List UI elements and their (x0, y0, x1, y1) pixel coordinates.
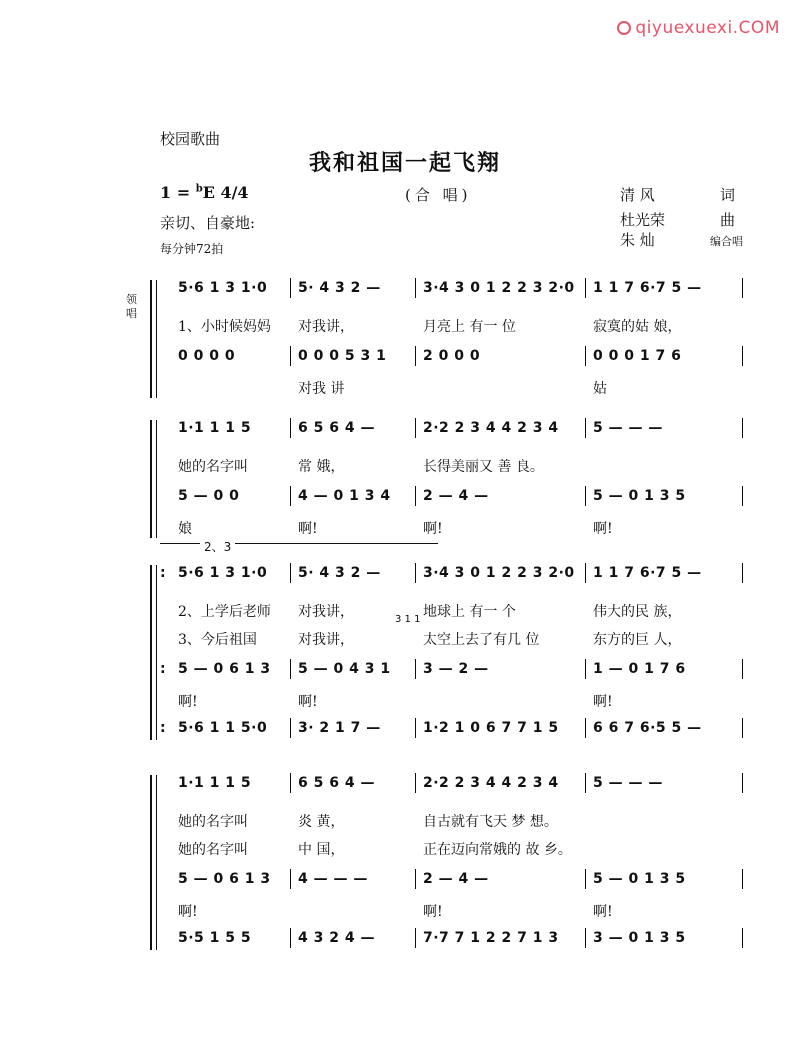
measure: 2 — 4 — (423, 488, 489, 504)
watermark-logo-icon (617, 21, 631, 35)
measure: 1 1 7 6·7 5 — (593, 280, 702, 296)
lyric-row (170, 901, 742, 923)
lyric-segment: 月亮上 有一 位 (423, 319, 516, 335)
bar-line (415, 718, 416, 738)
lyric-segment: 1、小时候妈妈 (178, 319, 271, 335)
lyric-segment: 中 国， (298, 842, 345, 858)
lead-vocal-label: 领唱 (126, 293, 137, 320)
measure: 2·2 2 3 4 4 2 3 4 (423, 420, 559, 436)
measure: 3·4 3 0 1 2 2 3 2·0 (423, 565, 575, 581)
song-title: 我和祖国一起飞翔 (308, 150, 501, 176)
lyric-segment: 她的名字叫 (178, 842, 248, 858)
measure: 6 5 6 4 — (298, 420, 375, 436)
measure: 5 — — — (593, 775, 663, 791)
bar-line (742, 346, 743, 366)
measure: 0 0 0 5 3 1 (298, 348, 387, 364)
measure: 1·1 1 1 5 (178, 775, 252, 791)
bar-line (742, 869, 743, 889)
lyric-segment: 对我讲， (298, 604, 354, 620)
bar-line (290, 928, 291, 948)
notation-row (170, 488, 742, 510)
measure: 5·6 1 3 1·0 (178, 280, 268, 296)
measure: 3 — 0 1 3 5 (593, 930, 686, 946)
measure: 5· 4 3 2 — (298, 565, 381, 581)
notation-row (170, 775, 742, 797)
composer-credit: 杜光荣 曲 (620, 211, 736, 229)
bar-line (742, 928, 743, 948)
lyric-row (170, 629, 742, 651)
tempo-mark: 每分钟72拍 (160, 242, 224, 256)
lyricist-credit: 清 风 词 (620, 186, 736, 204)
score-system (150, 775, 740, 952)
bar-line (290, 486, 291, 506)
bar-line (742, 418, 743, 438)
measure: 1·1 1 1 5 (178, 420, 252, 436)
bar-line (290, 563, 291, 583)
lyric-segment: 姑 (593, 381, 607, 397)
measure: 1·2 1 0 6 7 7 1 5 (423, 720, 559, 736)
repeat-sign: : (160, 720, 167, 736)
lyric-segment: 啊! (593, 521, 613, 537)
lyric-segment: 娘 (178, 521, 192, 537)
lyric-segment: 2、上学后老师 (178, 604, 271, 620)
measure: 5 — 0 6 1 3 (178, 871, 271, 887)
lyric-segment: 东方的巨 人， (593, 632, 682, 648)
lyric-segment: 常 娥， (298, 459, 345, 475)
measure: 5 — 0 4 3 1 (298, 661, 391, 677)
lyric-segment: 啊! (178, 694, 198, 710)
lyric-row (170, 811, 742, 833)
bar-line (290, 659, 291, 679)
system-brace (150, 420, 152, 538)
bar-line (585, 718, 586, 738)
notation-row (160, 661, 742, 683)
measure: 2 — 4 — (423, 871, 489, 887)
bar-line (415, 563, 416, 583)
lyric-segment: 对我讲， (298, 319, 354, 335)
lyric-segment: 啊! (423, 521, 443, 537)
bar-line (415, 278, 416, 298)
notation-row (160, 565, 742, 587)
measure: 2 0 0 0 (423, 348, 481, 364)
measure: 0 0 0 0 (178, 348, 236, 364)
lyric-segment: 伟大的民 族， (593, 604, 682, 620)
lyric-segment: 啊! (298, 694, 318, 710)
measure: 5·6 1 3 1·0 (178, 565, 268, 581)
bar-line (290, 346, 291, 366)
bar-line (585, 928, 586, 948)
notation-row (170, 348, 742, 370)
bar-line (742, 563, 743, 583)
lyric-segment: 3、今后祖国 (178, 632, 257, 648)
bar-line (742, 718, 743, 738)
score-system (150, 280, 740, 400)
measure: 2·2 2 3 4 4 2 3 4 (423, 775, 559, 791)
system-brace (150, 565, 152, 740)
lyric-row (170, 691, 742, 713)
lyric-segment: 对我讲， (298, 632, 354, 648)
notation-row (170, 420, 742, 442)
measure: 5·5 1 5 5 (178, 930, 252, 946)
lyric-segment: 啊! (593, 694, 613, 710)
bar-line (415, 346, 416, 366)
measure: 5 — 0 1 3 5 (593, 488, 686, 504)
small-annotation: 3 1 1 (395, 614, 421, 625)
measure: 5 — 0 0 (178, 488, 240, 504)
bar-line (585, 486, 586, 506)
lyric-segment: 自古就有飞天 梦 想。 (423, 814, 558, 830)
measure: 5 — — — (593, 420, 663, 436)
measure: 0 0 0 1 7 6 (593, 348, 682, 364)
score-system (150, 565, 740, 742)
song-category: 校园歌曲 (160, 130, 221, 148)
arranger-credit: 朱 灿 编合唱 (620, 231, 743, 249)
measure: 1 1 7 6·7 5 — (593, 565, 702, 581)
bar-line (585, 563, 586, 583)
lyric-row (170, 518, 742, 540)
bar-line (290, 418, 291, 438)
lyric-segment: 寂寞的姑 娘， (593, 319, 682, 335)
bar-line (415, 659, 416, 679)
bar-line (415, 869, 416, 889)
bar-line (585, 773, 586, 793)
bar-line (585, 346, 586, 366)
bar-line (290, 278, 291, 298)
measure: 5 — 0 6 1 3 (178, 661, 271, 677)
system-brace (150, 280, 152, 398)
bar-line (585, 869, 586, 889)
lyric-segment: 太空上去了有几 位 (423, 632, 540, 648)
lyric-segment: 长得美丽又 善 良。 (423, 459, 544, 475)
lyric-row (170, 839, 742, 861)
measure: 1 — 0 1 7 6 (593, 661, 686, 677)
lyric-segment: 啊! (178, 904, 198, 920)
lyric-row (170, 456, 742, 478)
lyric-segment: 啊! (423, 904, 443, 920)
measure: 5·6 1 1 5·0 (178, 720, 268, 736)
notation-row (170, 280, 742, 302)
measure: 3 — 2 — (423, 661, 489, 677)
measure: 3·4 3 0 1 2 2 3 2·0 (423, 280, 575, 296)
notation-row (170, 930, 742, 952)
lyric-segment: 她的名字叫 (178, 814, 248, 830)
notation-row (170, 871, 742, 893)
lyric-row (170, 601, 742, 623)
bar-line (415, 486, 416, 506)
repeat-sign: : (160, 565, 167, 581)
score-system (150, 420, 740, 540)
lyric-segment: 啊! (298, 521, 318, 537)
measure: 6 6 7 6·5 5 — (593, 720, 702, 736)
measure: 4 3 2 4 — (298, 930, 375, 946)
system-brace (150, 775, 152, 950)
measure: 4 — 0 1 3 4 (298, 488, 391, 504)
bar-line (742, 278, 743, 298)
arrangement-type: (合 唱) (405, 186, 472, 204)
measure: 7·7 7 1 2 2 7 1 3 (423, 930, 559, 946)
watermark: qiyuexuexi.COM (617, 18, 780, 38)
key-signature: 1 = $^b$E 4/4 (160, 183, 249, 202)
lyric-segment: 啊! (593, 904, 613, 920)
bar-line (290, 869, 291, 889)
measure: 5 — 0 1 3 5 (593, 871, 686, 887)
notation-row (160, 720, 742, 742)
bar-line (585, 659, 586, 679)
expression-mark: 亲切、自豪地: (160, 214, 256, 232)
bar-line (290, 773, 291, 793)
bar-line (415, 928, 416, 948)
volta-label: 2、3 (200, 538, 235, 555)
lyric-segment: 她的名字叫 (178, 459, 248, 475)
lyric-row (170, 316, 742, 338)
lyric-segment: 正在迈向常娥的 故 乡。 (423, 842, 572, 858)
lyric-segment: 对我 讲 (298, 381, 345, 397)
measure: 4 — — — (298, 871, 368, 887)
bar-line (742, 486, 743, 506)
lyric-segment: 地球上 有一 个 (423, 604, 516, 620)
bar-line (742, 773, 743, 793)
measure: 6 5 6 4 — (298, 775, 375, 791)
bar-line (415, 418, 416, 438)
bar-line (415, 773, 416, 793)
measure: 3· 2 1 7 — (298, 720, 381, 736)
bar-line (742, 659, 743, 679)
bar-line (585, 418, 586, 438)
lyric-segment: 炎 黄， (298, 814, 345, 830)
bar-line (290, 718, 291, 738)
lyric-row (170, 378, 742, 400)
bar-line (585, 278, 586, 298)
repeat-sign: : (160, 661, 167, 677)
measure: 5· 4 3 2 — (298, 280, 381, 296)
